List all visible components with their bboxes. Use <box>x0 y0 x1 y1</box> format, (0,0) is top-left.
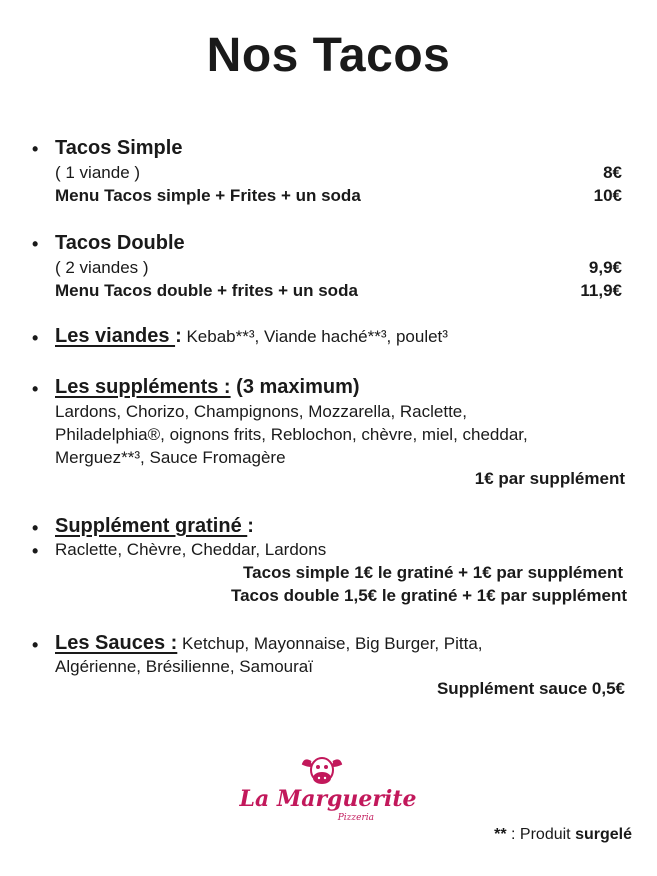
double-menu-price: 11,9€ <box>580 281 622 300</box>
supplements-line3: Merguez**³, Sauce Fromagère <box>55 448 286 467</box>
sauces-text1: Ketchup, Mayonnaise, Big Burger, Pitta, <box>177 634 483 653</box>
supplements-line1: Lardons, Chorizo, Champignons, Mozzarella, Raclette, <box>55 402 467 421</box>
gratine-sep: : <box>247 515 254 537</box>
simple-price: 8€ <box>603 163 622 182</box>
cow-icon <box>239 748 417 828</box>
sauces-line2: Algérienne, Brésilienne, Samouraï <box>55 657 313 676</box>
gratine-heading <box>55 515 254 538</box>
sauces-label: Les Sauces : <box>55 632 178 654</box>
simple-menu-price: 10€ <box>593 186 622 205</box>
sauces-price: Supplément sauce 0,5€ <box>436 679 625 698</box>
page-title: Nos Tacos <box>206 29 451 82</box>
supplements-heading <box>55 376 360 399</box>
simple-name: Tacos Simple <box>55 137 183 159</box>
logo-brand: La Marguerite <box>239 786 417 812</box>
logo-sub: Pizzeria <box>337 813 374 823</box>
double-name: Tacos Double <box>55 232 185 254</box>
footnote-bold: surgelé <box>575 826 632 843</box>
supplements-label: Les suppléments : <box>55 376 231 398</box>
bullet: • <box>32 379 39 399</box>
bullet: • <box>32 541 39 561</box>
sauces-line1 <box>55 632 483 655</box>
double-detail: ( 2 viandes ) <box>55 258 149 277</box>
double-menu: Menu Tacos double + frites + un soda <box>55 281 358 300</box>
viandes-sep: : <box>175 325 182 347</box>
bullet: • <box>32 328 39 348</box>
bullet: • <box>32 234 39 254</box>
bullet: • <box>32 635 39 655</box>
footnote-stars: ** <box>494 826 507 843</box>
gratine-items: Raclette, Chèvre, Cheddar, Lardons <box>55 540 327 559</box>
viandes-text: Kebab**³, Viande haché**³, poulet³ <box>181 327 448 346</box>
viandes-label: Les viandes <box>55 325 176 347</box>
footnote-text: : Produit <box>506 826 576 843</box>
supplements-price: 1€ par supplément <box>474 469 625 488</box>
simple-menu: Menu Tacos simple + Frites + un soda <box>55 186 361 205</box>
double-price: 9,9€ <box>588 258 622 277</box>
viandes-line <box>55 325 448 348</box>
gratine-label: Supplément gratiné <box>55 515 248 537</box>
simple-detail: ( 1 viande ) <box>55 163 141 182</box>
gratine-price-double: Tacos double 1,5€ le gratiné + 1€ par supplément <box>230 586 627 605</box>
supplements-note: (3 maximum) <box>230 376 360 398</box>
bullet: • <box>32 518 39 538</box>
supplements-line2: Philadelphia®, oignons frits, Reblochon, chèvre, miel, cheddar, <box>55 425 528 444</box>
bullet: • <box>32 139 39 159</box>
gratine-price-simple: Tacos simple 1€ le gratiné + 1€ par supplément <box>243 563 623 582</box>
footnote <box>494 826 632 844</box>
brand-logo <box>239 748 417 828</box>
